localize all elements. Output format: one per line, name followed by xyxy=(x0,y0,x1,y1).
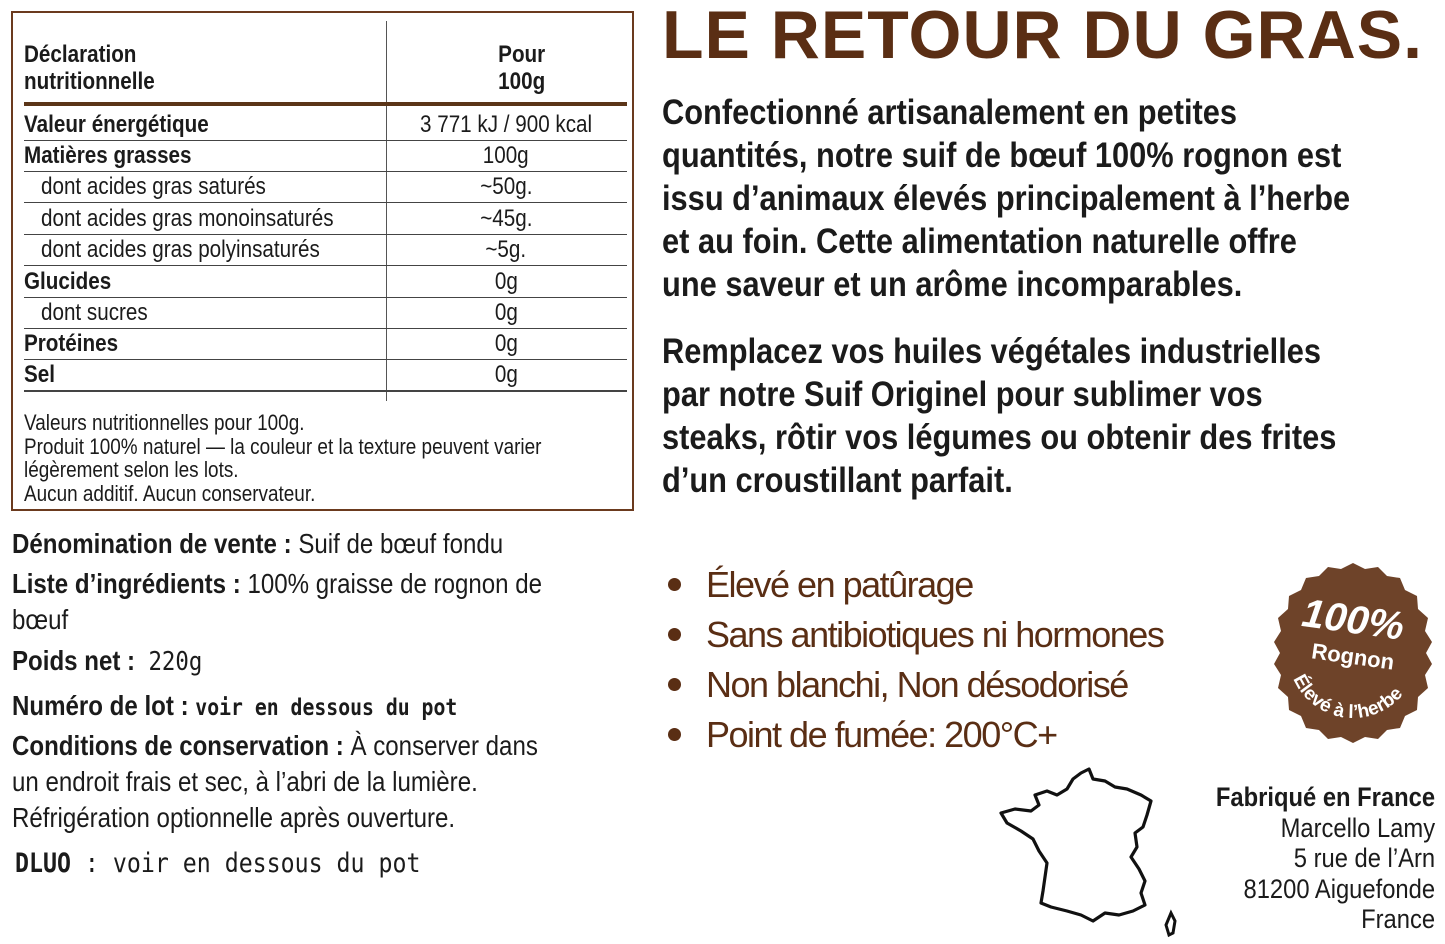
bullet-dot-icon xyxy=(668,628,681,641)
conservation-line-3: Réfrigération optionnelle après ouverture. xyxy=(12,802,456,833)
dluo-line: DLUO : voir en dessous du pot xyxy=(15,848,421,879)
lot-number-line: Numéro de lot : voir en dessous du pot xyxy=(12,690,458,721)
table-row: Sel 0g xyxy=(24,359,627,392)
bullet-dot-icon xyxy=(668,578,681,591)
bullet-dot-icon xyxy=(668,728,681,741)
seal-rognon: Rognon xyxy=(1310,638,1396,675)
table-row: Matières grasses 100g xyxy=(24,140,627,172)
denomination-line: Dénomination de vente : Suif de bœuf fondu xyxy=(12,528,504,559)
seal-arc-text: Élevé à l’herbe xyxy=(1288,671,1408,724)
bullet-dot-icon xyxy=(668,678,681,691)
table-row: dont acides gras saturés ~50g. xyxy=(24,171,627,203)
100-percent-seal-icon xyxy=(1262,561,1444,743)
usage-paragraph: Remplacez vos huiles végétales industrielles par notre Suif Originel pour sublimer vos steaks, rôtir vos légumes ou obtenir des frites d’un croustillant parfait. xyxy=(662,332,1337,500)
headline: LE RETOUR DU GRAS. xyxy=(662,0,1424,73)
table-row: Protéines 0g xyxy=(24,328,627,360)
manufacturer-address: Fabriqué en France Marcello Lamy 5 rue de l’Arn 81200 Aiguefonde France xyxy=(1215,782,1435,934)
table-row: Valeur énergétique 3 771 kJ / 900 kcal xyxy=(24,109,627,141)
ingredients-line: Liste d’ingrédients : 100% graisse de rognon de xyxy=(12,568,543,599)
table-row: Glucides 0g xyxy=(24,266,627,298)
conservation-line-2: un endroit frais et sec, à l’abri de la lumière. xyxy=(12,766,478,797)
ingredients-line-2: bœuf xyxy=(12,604,69,635)
conservation-line: Conditions de conservation : À conserver dans xyxy=(12,730,538,761)
nutrition-notes: Valeurs nutritionnelles pour 100g. Produit 100% naturel — la couleur et la texture peuvent varier légèrement selon les lots. Aucun additif. Aucun conservateur. xyxy=(24,410,542,506)
france-outline-icon xyxy=(995,765,1185,943)
net-weight-line: Poids net : 220g xyxy=(12,645,203,677)
table-row: dont acides gras polyinsaturés ~5g. xyxy=(24,234,627,266)
table-row: dont acides gras monoinsaturés ~45g. xyxy=(24,203,627,235)
description-paragraph: Confectionné artisanalement en petites quantités, notre suif de bœuf 100% rognon est issu d’animaux élevés principalement à l’herbe et au foin. Cette alimentation naturelle offre une saveur et un arôme incomparables. xyxy=(662,93,1351,304)
header-rule xyxy=(24,102,627,106)
nutrition-header-left: Déclaration nutritionnelle xyxy=(24,41,155,95)
nutrition-header-right: Pour 100g xyxy=(498,41,546,95)
table-row: dont sucres 0g xyxy=(24,297,627,329)
seal-percent: 100% xyxy=(1299,591,1407,649)
nutrition-table xyxy=(11,11,634,511)
